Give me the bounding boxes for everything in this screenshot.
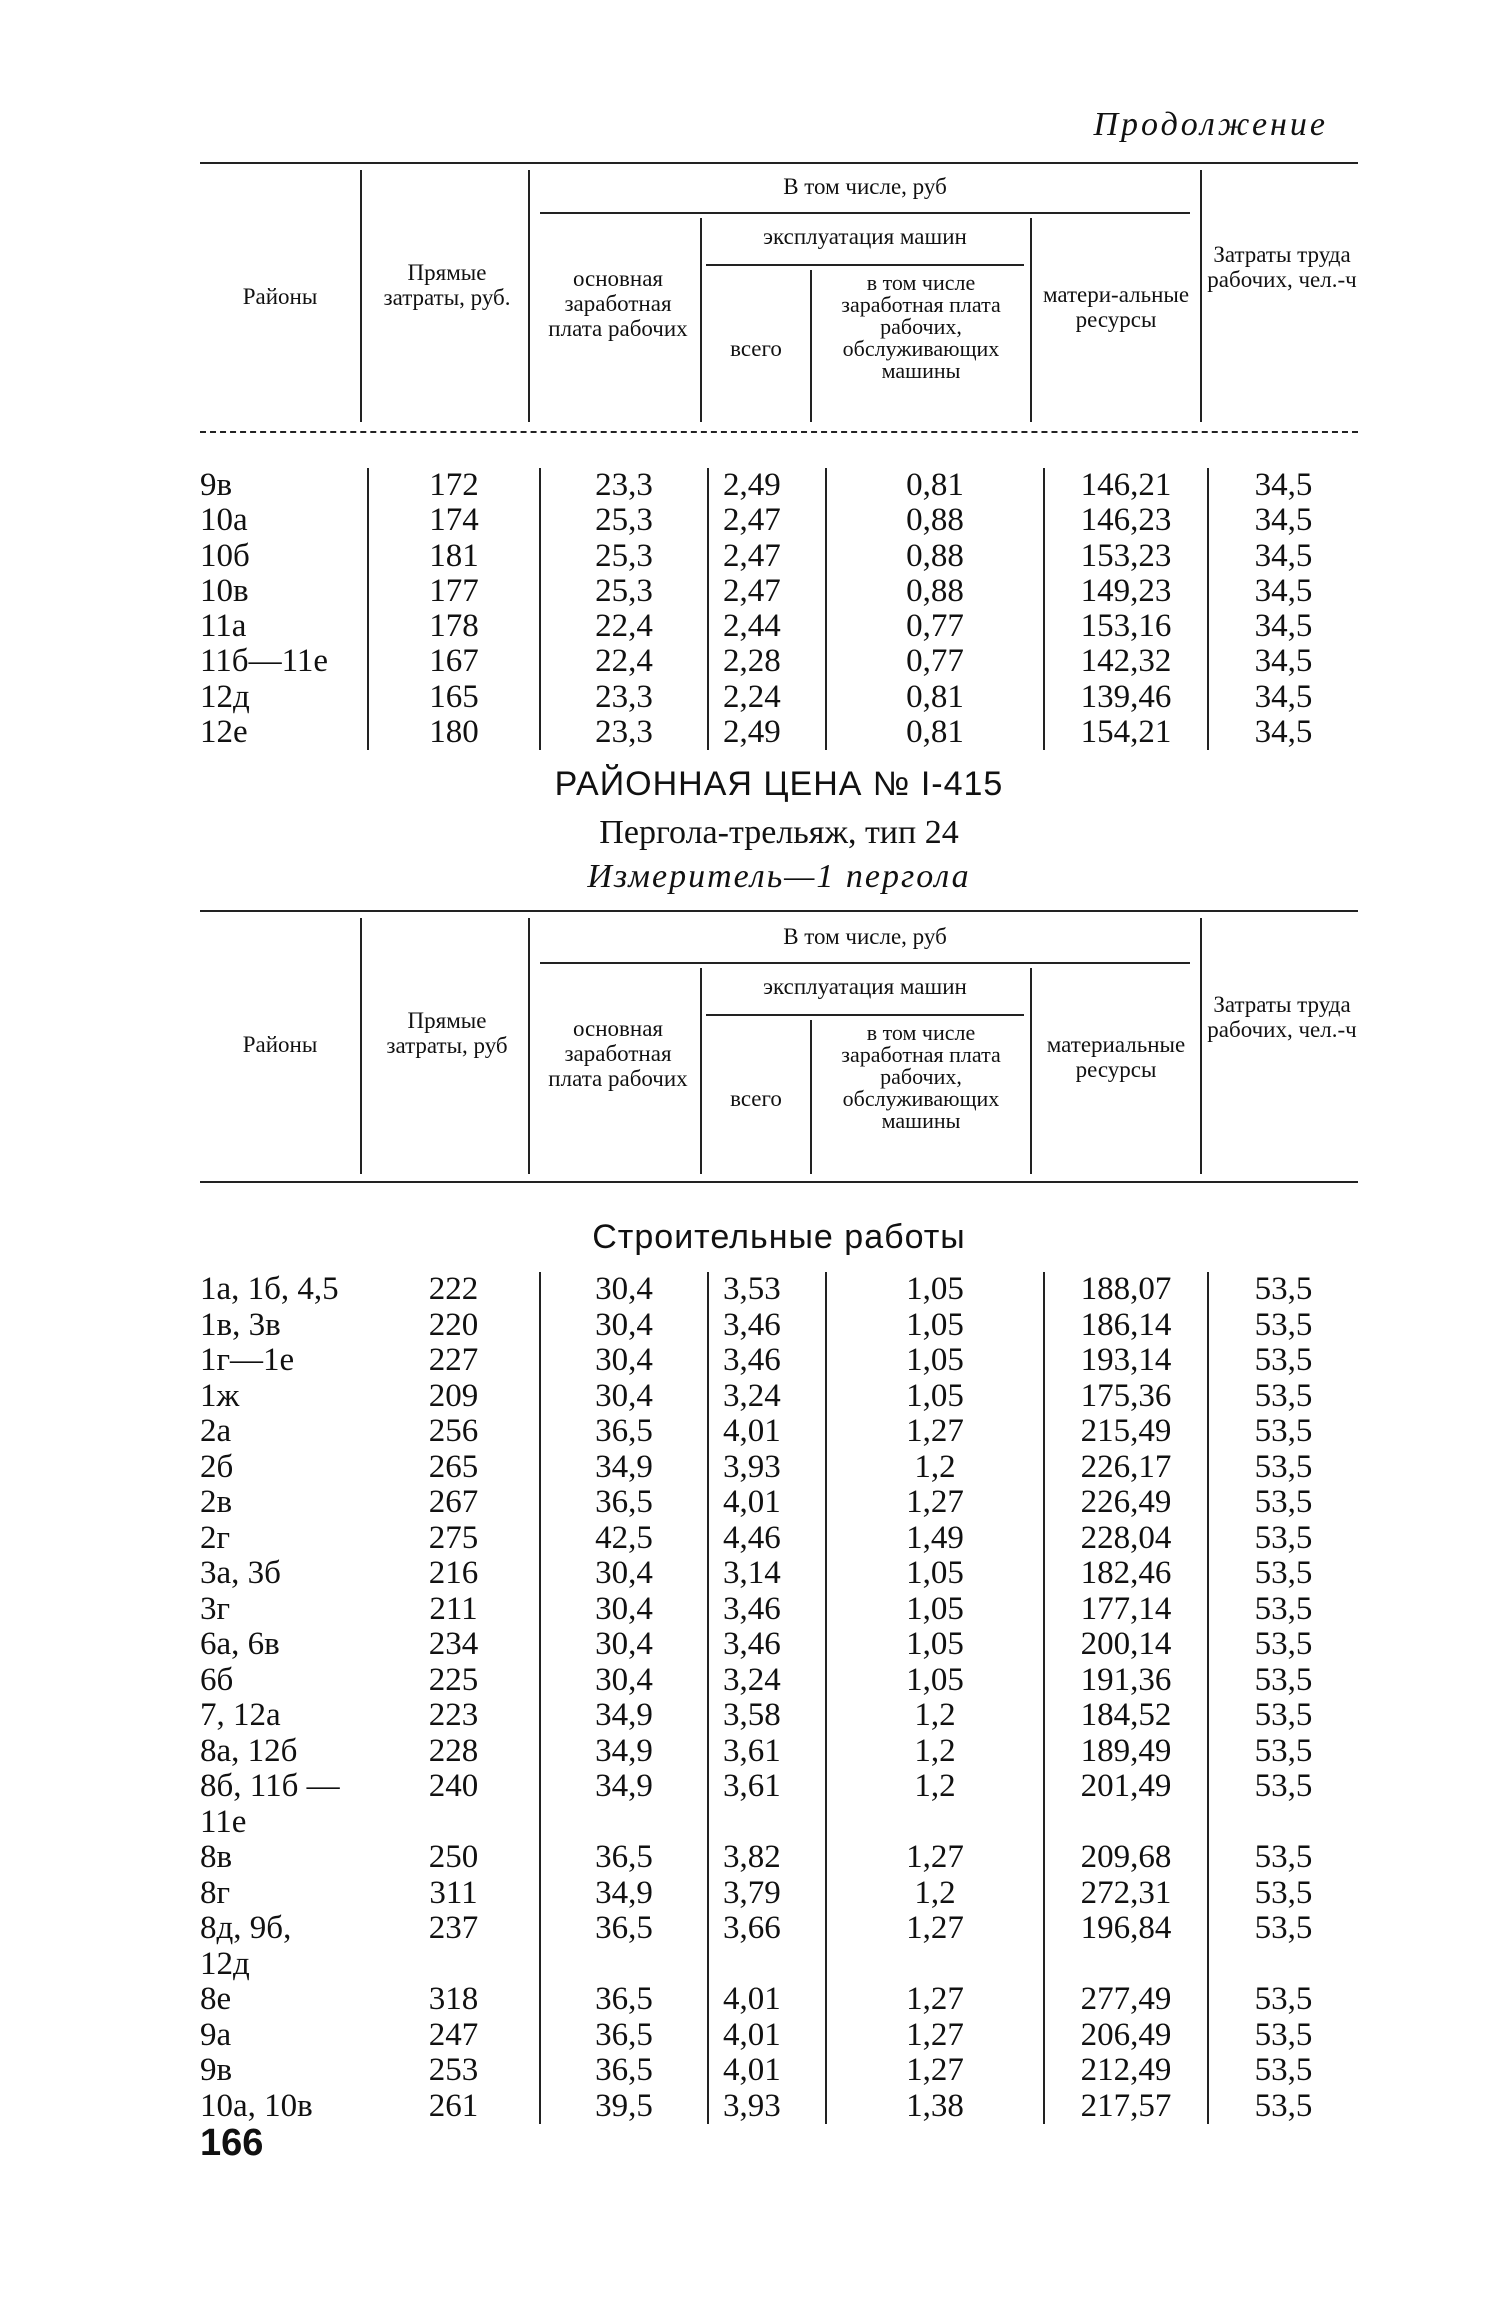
value-cell: 22,4 <box>540 644 708 679</box>
col-machine-wage-heading: в том числе заработная плата рабочих, обслуживающих машины <box>841 1020 1001 1133</box>
value-cell: 34,9 <box>540 1734 708 1770</box>
value-cell: 53,5 <box>1208 1272 1358 1308</box>
value-cell: 1,05 <box>826 1379 1044 1415</box>
value-cell: 4,46 <box>708 1521 826 1557</box>
value-cell: 165 <box>368 680 540 715</box>
value-cell: 1,05 <box>826 1308 1044 1344</box>
value-cell: 223 <box>428 1697 479 1733</box>
value-cell: 53,5 <box>1208 2089 1358 2125</box>
district-cell: 8е <box>200 1981 232 2017</box>
district-cell: 12е <box>200 714 248 751</box>
table-row <box>200 574 1358 609</box>
col-materials-heading: материальные ресурсы <box>1046 1032 1186 1082</box>
value-cell: 30,4 <box>540 1379 708 1415</box>
value-cell: 1,2 <box>826 1769 1044 1805</box>
value-cell <box>826 1805 1044 1841</box>
table-row <box>200 1308 1358 1344</box>
value-cell: 34,5 <box>1208 574 1358 609</box>
value-cell <box>708 1805 826 1841</box>
value-cell: 23,3 <box>540 680 708 715</box>
district-cell: 7, 12а <box>200 1697 281 1733</box>
value-cell: 1,27 <box>826 2018 1044 2054</box>
value-cell: 0,88 <box>826 503 1044 538</box>
value-cell: 53,5 <box>1208 2018 1358 2054</box>
value-cell: 4,01 <box>708 2018 826 2054</box>
group-machines-heading: эксплуатация машин <box>763 974 967 999</box>
value-cell <box>540 1947 708 1983</box>
value-cell: 23,3 <box>540 715 708 750</box>
value-cell: 237 <box>428 1910 479 1946</box>
district-cell: 6а, 6в <box>200 1626 280 1662</box>
table-row <box>200 1450 1358 1486</box>
value-cell: 277,49 <box>1044 1982 1208 2018</box>
value-cell: 1,05 <box>826 1272 1044 1308</box>
value-cell: 30,4 <box>540 1343 708 1379</box>
table1-header-rule <box>200 431 1358 433</box>
value-cell: 172 <box>368 468 540 503</box>
value-cell: 3,66 <box>708 1911 826 1947</box>
district-cell: 1а, 1б, 4,5 <box>200 1271 339 1307</box>
value-cell: 53,5 <box>1208 1592 1358 1628</box>
value-cell: 182,46 <box>1044 1556 1208 1592</box>
value-cell <box>1208 1947 1358 1983</box>
value-cell: 211 <box>429 1590 478 1627</box>
district-cell: 1в, 3в <box>200 1306 281 1343</box>
value-cell: 36,5 <box>540 1414 708 1450</box>
value-cell: 247 <box>428 2016 479 2053</box>
value-cell: 39,5 <box>540 2089 708 2125</box>
value-cell: 1,05 <box>826 1663 1044 1699</box>
value-cell: 1,27 <box>826 1982 1044 2018</box>
table-row <box>200 1982 1358 2018</box>
value-cell: 250 <box>428 1839 479 1875</box>
table-row <box>200 2018 1358 2054</box>
value-cell: 3,58 <box>708 1698 826 1734</box>
district-cell: 8г <box>200 1874 231 1911</box>
value-cell: 53,5 <box>1208 1840 1358 1876</box>
district-cell: 6б <box>200 1661 234 1698</box>
value-cell: 2,49 <box>708 468 826 503</box>
value-cell: 272,31 <box>1044 1876 1208 1912</box>
value-cell: 318 <box>428 1981 479 2017</box>
value-cell: 2,24 <box>708 680 826 715</box>
table1-header <box>200 162 1358 430</box>
value-cell: 226,17 <box>1044 1450 1208 1486</box>
table-row <box>200 1911 1358 1947</box>
value-cell: 2,47 <box>708 503 826 538</box>
value-cell: 139,46 <box>1044 680 1208 715</box>
table-row <box>200 503 1358 538</box>
table-row <box>200 644 1358 679</box>
value-cell: 53,5 <box>1208 1982 1358 2018</box>
district-cell: 11е <box>200 1803 247 1840</box>
value-cell: 53,5 <box>1208 1876 1358 1912</box>
col-total-heading: всего <box>730 336 782 361</box>
value-cell: 30,4 <box>540 1663 708 1699</box>
value-cell: 177 <box>368 574 540 609</box>
table-row <box>200 680 1358 715</box>
value-cell: 4,01 <box>708 1982 826 2018</box>
value-cell: 3,53 <box>708 1272 826 1308</box>
table-row <box>200 1592 1358 1628</box>
value-cell: 228 <box>428 1732 479 1769</box>
price-measure: Измеритель—1 пергола <box>587 858 971 895</box>
value-cell: 175,36 <box>1044 1379 1208 1415</box>
section-title: Строительные работы <box>592 1218 966 1256</box>
value-cell: 216 <box>428 1555 479 1591</box>
district-cell: 2в <box>200 1484 233 1520</box>
value-cell: 149,23 <box>1044 574 1208 609</box>
value-cell: 53,5 <box>1208 1911 1358 1947</box>
price-title: РАЙОННАЯ ЦЕНА № I-415 <box>554 765 1004 803</box>
value-cell: 3,61 <box>708 1734 826 1770</box>
value-cell: 154,21 <box>1044 715 1208 750</box>
value-cell: 253 <box>428 2052 479 2088</box>
value-cell: 25,3 <box>540 574 708 609</box>
price-subtitle: Пергола-трельяж, тип 24 <box>599 814 959 851</box>
value-cell: 181 <box>368 539 540 574</box>
district-cell: 11б—11е <box>200 643 328 680</box>
value-cell: 193,14 <box>1044 1343 1208 1379</box>
value-cell: 36,5 <box>540 1840 708 1876</box>
value-cell: 34,9 <box>540 1769 708 1805</box>
value-cell: 3,24 <box>708 1663 826 1699</box>
value-cell: 201,49 <box>1044 1769 1208 1805</box>
value-cell <box>368 1947 540 1983</box>
value-cell: 2,47 <box>708 539 826 574</box>
value-cell: 2,28 <box>708 644 826 679</box>
value-cell: 3,93 <box>708 1450 826 1486</box>
value-cell: 3,46 <box>708 1592 826 1628</box>
group-incl-heading: В том числе, руб <box>783 924 947 949</box>
table-row <box>200 1485 1358 1521</box>
value-cell: 153,23 <box>1044 539 1208 574</box>
value-cell: 25,3 <box>540 503 708 538</box>
value-cell: 3,46 <box>708 1308 826 1344</box>
table2-body <box>200 1272 1358 2124</box>
value-cell: 1,27 <box>826 1414 1044 1450</box>
value-cell: 34,5 <box>1208 644 1358 679</box>
table-row <box>200 468 1358 503</box>
value-cell: 34,9 <box>540 1698 708 1734</box>
value-cell: 212,49 <box>1044 2053 1208 2089</box>
district-cell: 9в <box>200 2052 233 2088</box>
value-cell <box>826 1947 1044 1983</box>
value-cell: 225 <box>428 1661 479 1698</box>
district-cell: 2б <box>200 1448 234 1485</box>
table-row <box>200 1556 1358 1592</box>
district-cell: 12д <box>200 1945 250 1982</box>
table-row <box>200 715 1358 750</box>
value-cell: 0,81 <box>826 468 1044 503</box>
table-row <box>200 1698 1358 1734</box>
table-row <box>200 1272 1358 1308</box>
group-incl-heading: В том числе, руб <box>783 174 947 199</box>
value-cell: 206,49 <box>1044 2018 1208 2054</box>
value-cell <box>1044 1805 1208 1841</box>
value-cell: 2,47 <box>708 574 826 609</box>
value-cell: 53,5 <box>1208 1414 1358 1450</box>
value-cell: 1,2 <box>826 1734 1044 1770</box>
value-cell: 0,81 <box>826 715 1044 750</box>
value-cell: 167 <box>368 644 540 679</box>
value-cell: 1,05 <box>826 1627 1044 1663</box>
value-cell: 0,77 <box>826 644 1044 679</box>
price-title-block <box>200 765 1358 899</box>
table-row <box>200 1734 1358 1770</box>
value-cell: 1,2 <box>826 1876 1044 1912</box>
district-cell: 1ж <box>200 1377 240 1414</box>
table-row <box>200 1414 1358 1450</box>
district-cell: 3г <box>200 1590 231 1627</box>
value-cell: 53,5 <box>1208 1556 1358 1592</box>
district-cell: 11а <box>200 608 247 645</box>
district-cell: 10б <box>200 537 250 574</box>
table-row <box>200 1521 1358 1557</box>
district-cell: 2г <box>200 1519 231 1556</box>
col-labor-heading: Затраты труда рабочих, чел.-ч <box>1207 242 1357 292</box>
district-cell: 8д, 9б, <box>200 1910 292 1946</box>
value-cell: 209,68 <box>1044 1840 1208 1876</box>
value-cell: 42,5 <box>540 1521 708 1557</box>
value-cell: 34,9 <box>540 1876 708 1912</box>
value-cell: 1,05 <box>826 1556 1044 1592</box>
value-cell: 177,14 <box>1044 1592 1208 1628</box>
value-cell: 34,5 <box>1208 715 1358 750</box>
value-cell: 226,49 <box>1044 1485 1208 1521</box>
value-cell: 53,5 <box>1208 1379 1358 1415</box>
col-labor-heading: Затраты труда рабочих, чел.-ч <box>1207 992 1357 1042</box>
table-row <box>200 2089 1358 2125</box>
value-cell: 1,2 <box>826 1450 1044 1486</box>
value-cell: 53,5 <box>1208 2053 1358 2089</box>
value-cell: 3,24 <box>708 1379 826 1415</box>
value-cell: 34,5 <box>1208 680 1358 715</box>
value-cell: 275 <box>428 1519 479 1556</box>
value-cell: 53,5 <box>1208 1521 1358 1557</box>
value-cell: 53,5 <box>1208 1450 1358 1486</box>
table-row <box>200 1663 1358 1699</box>
value-cell: 53,5 <box>1208 1734 1358 1770</box>
value-cell: 30,4 <box>540 1627 708 1663</box>
table-row <box>200 1769 1358 1805</box>
value-cell: 1,05 <box>826 1343 1044 1379</box>
value-cell: 30,4 <box>540 1592 708 1628</box>
table-row <box>200 1947 1358 1983</box>
value-cell <box>540 1805 708 1841</box>
value-cell: 34,5 <box>1208 609 1358 644</box>
value-cell: 53,5 <box>1208 1663 1358 1699</box>
value-cell: 3,14 <box>708 1556 826 1592</box>
value-cell: 3,61 <box>708 1769 826 1805</box>
value-cell: 1,05 <box>826 1592 1044 1628</box>
value-cell: 53,5 <box>1208 1698 1358 1734</box>
value-cell: 0,88 <box>826 574 1044 609</box>
page-number: 166 <box>200 2122 264 2164</box>
value-cell: 217,57 <box>1044 2089 1208 2125</box>
value-cell: 53,5 <box>1208 1485 1358 1521</box>
value-cell: 311 <box>429 1874 478 1911</box>
group-machines-heading: эксплуатация машин <box>763 224 967 249</box>
value-cell: 34,5 <box>1208 503 1358 538</box>
district-cell: 8а, 12б <box>200 1732 298 1769</box>
value-cell: 0,81 <box>826 680 1044 715</box>
value-cell: 227 <box>428 1342 479 1378</box>
col-direct-heading: Прямые затраты, руб. <box>383 260 511 310</box>
value-cell: 53,5 <box>1208 1769 1358 1805</box>
district-cell: 9а <box>200 2016 232 2053</box>
value-cell: 188,07 <box>1044 1272 1208 1308</box>
value-cell: 36,5 <box>540 2018 708 2054</box>
value-cell: 267 <box>428 1484 479 1520</box>
value-cell: 196,84 <box>1044 1911 1208 1947</box>
table-row <box>200 539 1358 574</box>
value-cell: 3,82 <box>708 1840 826 1876</box>
value-cell: 23,3 <box>540 468 708 503</box>
value-cell: 30,4 <box>540 1272 708 1308</box>
value-cell: 178 <box>368 609 540 644</box>
table1-body <box>200 468 1358 750</box>
value-cell: 4,01 <box>708 2053 826 2089</box>
value-cell: 174 <box>368 503 540 538</box>
value-cell: 30,4 <box>540 1556 708 1592</box>
value-cell: 30,4 <box>540 1308 708 1344</box>
value-cell: 1,27 <box>826 1911 1044 1947</box>
col-materials-heading: матери-альные ресурсы <box>1042 282 1190 332</box>
district-cell: 1г—1е <box>200 1342 295 1378</box>
value-cell: 34,5 <box>1208 539 1358 574</box>
col-wage-heading: основная заработная плата рабочих <box>548 1016 688 1091</box>
col-wage-heading: основная заработная плата рабочих <box>548 266 688 341</box>
value-cell: 228,04 <box>1044 1521 1208 1557</box>
table-row <box>200 1343 1358 1379</box>
value-cell: 34,9 <box>540 1450 708 1486</box>
value-cell: 36,5 <box>540 1911 708 1947</box>
value-cell: 0,88 <box>826 539 1044 574</box>
value-cell: 186,14 <box>1044 1308 1208 1344</box>
value-cell: 25,3 <box>540 539 708 574</box>
table2-header-rule <box>200 1181 1358 1183</box>
value-cell: 191,36 <box>1044 1663 1208 1699</box>
value-cell: 240 <box>428 1768 479 1804</box>
value-cell: 53,5 <box>1208 1343 1358 1379</box>
table-row <box>200 1840 1358 1876</box>
value-cell: 265 <box>428 1448 479 1485</box>
value-cell: 34,5 <box>1208 468 1358 503</box>
value-cell: 3,79 <box>708 1876 826 1912</box>
district-cell: 10в <box>200 572 249 609</box>
district-cell: 10а <box>200 502 248 539</box>
value-cell: 2,49 <box>708 715 826 750</box>
value-cell: 36,5 <box>540 2053 708 2089</box>
value-cell <box>708 1947 826 1983</box>
value-cell: 142,32 <box>1044 644 1208 679</box>
value-cell: 1,49 <box>826 1521 1044 1557</box>
col-total-heading: всего <box>730 1086 782 1111</box>
continuation-label: Продолжение <box>1093 106 1328 143</box>
value-cell: 220 <box>428 1306 479 1343</box>
value-cell: 3,46 <box>708 1343 826 1379</box>
value-cell: 256 <box>428 1413 479 1449</box>
value-cell <box>1044 1947 1208 1983</box>
value-cell: 36,5 <box>540 1485 708 1521</box>
value-cell: 4,01 <box>708 1414 826 1450</box>
district-cell: 8б, 11б — <box>200 1768 340 1804</box>
col-direct-heading: Прямые затраты, руб <box>386 1008 508 1058</box>
district-cell: 10а, 10в <box>200 2087 313 2124</box>
value-cell: 53,5 <box>1208 1308 1358 1344</box>
table-row <box>200 1876 1358 1912</box>
table-row <box>200 1805 1358 1841</box>
value-cell: 184,52 <box>1044 1698 1208 1734</box>
value-cell: 189,49 <box>1044 1734 1208 1770</box>
district-cell: 8в <box>200 1839 233 1875</box>
value-cell: 1,27 <box>826 1840 1044 1876</box>
value-cell: 146,21 <box>1044 468 1208 503</box>
value-cell: 146,23 <box>1044 503 1208 538</box>
value-cell <box>1208 1805 1358 1841</box>
col-district-heading: Районы <box>242 284 318 309</box>
value-cell: 2,44 <box>708 609 826 644</box>
table-row <box>200 1627 1358 1663</box>
value-cell: 36,5 <box>540 1982 708 2018</box>
value-cell: 180 <box>368 715 540 750</box>
value-cell: 200,14 <box>1044 1627 1208 1663</box>
value-cell: 209 <box>428 1377 479 1414</box>
district-cell: 2а <box>200 1413 232 1449</box>
value-cell: 261 <box>428 2087 479 2124</box>
value-cell: 53,5 <box>1208 1627 1358 1663</box>
value-cell: 215,49 <box>1044 1414 1208 1450</box>
value-cell: 3,93 <box>708 2089 826 2125</box>
value-cell: 22,4 <box>540 609 708 644</box>
value-cell: 222 <box>428 1271 479 1307</box>
value-cell: 0,77 <box>826 609 1044 644</box>
value-cell <box>368 1805 540 1841</box>
value-cell: 4,01 <box>708 1485 826 1521</box>
table-row <box>200 609 1358 644</box>
value-cell: 1,38 <box>826 2089 1044 2125</box>
district-cell: 9в <box>200 467 233 503</box>
value-cell: 153,16 <box>1044 609 1208 644</box>
col-machine-wage-heading: в том числе заработная плата рабочих, обслуживающих машины <box>841 270 1001 383</box>
district-cell: 12д <box>200 678 250 715</box>
table-row <box>200 2053 1358 2089</box>
value-cell: 3,46 <box>708 1627 826 1663</box>
value-cell: 1,27 <box>826 2053 1044 2089</box>
col-district-heading: Районы <box>242 1032 318 1057</box>
value-cell: 1,27 <box>826 1485 1044 1521</box>
value-cell: 234 <box>428 1626 479 1662</box>
value-cell: 1,2 <box>826 1698 1044 1734</box>
district-cell: 3а, 3б <box>200 1555 281 1591</box>
table-row <box>200 1379 1358 1415</box>
table2-header <box>200 910 1358 1180</box>
